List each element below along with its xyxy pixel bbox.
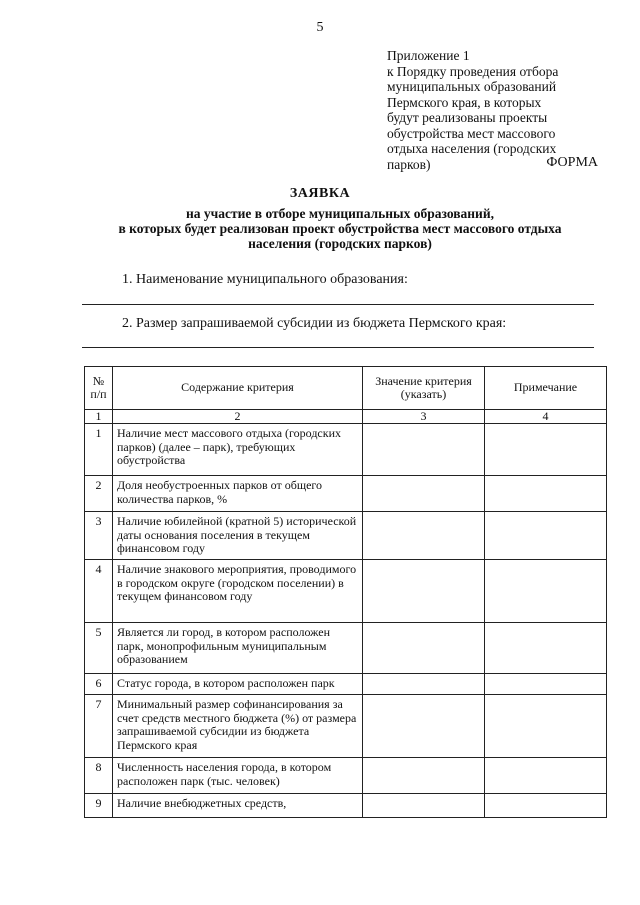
table-row [85,794,607,818]
criterion-note-cell[interactable] [485,695,607,758]
column-number-row [85,410,607,424]
header-number: № п/п [85,367,113,410]
appendix-line: Пермского края, в которых [387,94,542,110]
criterion-text: Статус города, в котором расположен парк [113,674,363,695]
criterion-note-cell[interactable] [485,560,607,623]
table-row [85,560,607,623]
criterion-text: Наличие юбилейной (кратной 5) исторической даты основания поселения в текущем финансовом году [113,512,363,560]
criterion-value-cell[interactable] [363,695,485,758]
criterion-value-cell[interactable] [363,560,485,623]
criterion-text: Является ли город, в котором расположен парк, монопрофильным муниципальным образованием [113,623,363,674]
criterion-note-cell[interactable] [485,476,607,512]
table-row [85,758,607,794]
criterion-text: Численность населения города, в котором расположен парк (тыс. человек) [113,758,363,794]
document-title: ЗАЯВКА [289,186,351,201]
header-note: Примечание [485,367,607,410]
column-number: 4 [485,410,607,424]
criterion-value-cell[interactable] [363,623,485,674]
row-number: 5 [85,623,113,674]
criterion-text: Наличие внебюджетных средств, [113,794,363,818]
subsidy-amount-label: 2. Размер запрашиваемой субсидии из бюджета Пермского края: [122,316,507,331]
appendix-line: парков) [387,156,431,172]
table-row [85,476,607,512]
criterion-note-cell[interactable] [485,424,607,476]
row-number: 2 [85,476,113,512]
criterion-text: Доля необустроенных парков от общего количества парков, % [113,476,363,512]
municipality-name-label: 1. Наименование муниципального образования: [122,272,408,287]
column-number: 3 [363,410,485,424]
table-row [85,674,607,695]
criterion-note-cell[interactable] [485,674,607,695]
criterion-value-cell[interactable] [363,758,485,794]
row-number: 8 [85,758,113,794]
appendix-line: Приложение 1 [387,48,470,63]
table-row [85,512,607,560]
criterion-text: Наличие знакового мероприятия, проводимого в городском округе (городском поселении) в текущем финансовом году [113,560,363,623]
row-number: 1 [85,424,113,476]
criteria-table [84,366,607,818]
criterion-note-cell[interactable] [485,512,607,560]
criterion-value-cell[interactable] [363,512,485,560]
appendix-line: отдыха населения (городских [387,141,557,156]
column-number: 2 [113,410,363,424]
header-value: Значение критерия (указать) [363,367,485,410]
row-number: 7 [85,695,113,758]
subtitle-line: на участие в отборе муниципальных образований, [186,206,494,221]
criterion-value-cell[interactable] [363,424,485,476]
column-number: 1 [85,410,113,424]
table-row [85,623,607,674]
appendix-line: муниципальных образований [387,79,557,94]
row-number: 6 [85,674,113,695]
appendix-note [387,48,597,172]
appendix-line: будут реализованы проекты [387,110,548,125]
criterion-value-cell[interactable] [363,476,485,512]
criterion-text: Наличие мест массового отдыха (городских парков) (далее – парк), требующих обустройства [113,424,363,476]
criterion-text: Минимальный размер софинансирования за счет средств местного бюджета (%) от размера запрашиваемой субсидии из бюджета Пермского края [113,695,363,758]
form-label: ФОРМА [546,155,598,170]
appendix-line: к Порядку проведения отбора [387,63,559,79]
criterion-value-cell[interactable] [363,674,485,695]
criterion-value-cell[interactable] [363,794,485,818]
document-subtitle [80,206,600,251]
header-content: Содержание критерия [113,367,363,410]
subsidy-amount-line[interactable] [82,347,594,348]
criterion-note-cell[interactable] [485,623,607,674]
table-row [85,695,607,758]
row-number: 3 [85,512,113,560]
criterion-note-cell[interactable] [485,758,607,794]
table-header-row [85,367,607,410]
criterion-note-cell[interactable] [485,794,607,818]
subtitle-line: населения (городских парков) [248,236,432,251]
table-row [85,424,607,476]
row-number: 4 [85,560,113,623]
row-number: 9 [85,794,113,818]
municipality-name-line[interactable] [82,304,594,305]
appendix-line: обустройства мест массового [387,125,556,141]
page-number: 5 [316,20,324,35]
subtitle-line: в которых будет реализован проект обустройства мест массового отдыха [118,221,562,236]
